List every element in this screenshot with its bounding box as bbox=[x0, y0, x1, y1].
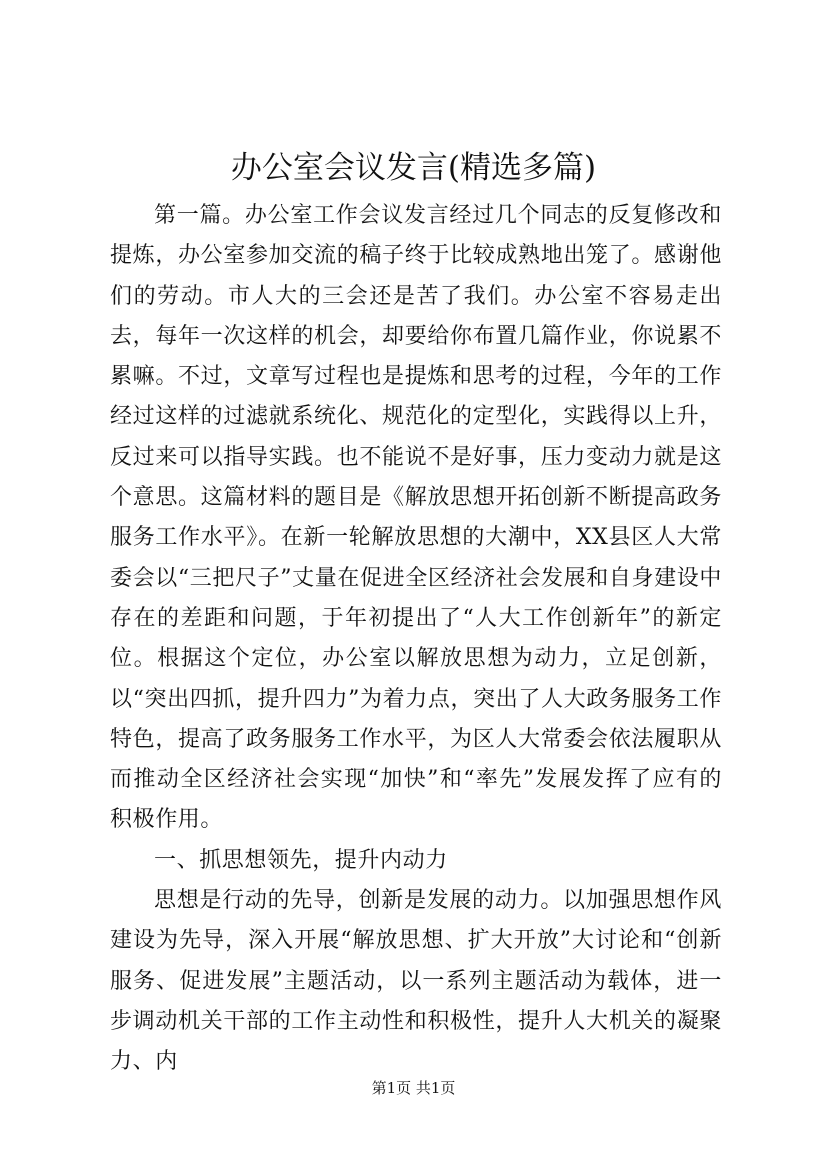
document-body bbox=[110, 196, 722, 1083]
paragraph-intro: 第一篇。办公室工作会议发言经过几个同志的反复修改和提炼，办公室参加交流的稿子终于比较成熟地出笼了。感谢他们的劳动。市人大的三会还是苦了我们。办公室不容易走出去，每年一次这样的机会，却要给你布置几篇作业，你说累不累嘛。不过，文章写过程也是提炼和思考的过程，今年的工作经过这样的过滤就系统化、规范化的定型化，实践得以上升，反过来可以指导实践。也不能说不是好事，压力变动力就是这个意思。这篇材料的题目是《解放思想开拓创新不断提高政务服务工作水平》。在新一轮解放思想的大潮中，XX县区人大常委会以“三把尺子”丈量在促进全区经济社会发展和自身建设中存在的差距和问题，于年初提出了“人大工作创新年”的新定位。根据这个定位，办公室以解放思想为动力，立足创新，以“突出四抓，提升四力”为着力点，突出了人大政务服务工作特色，提高了政务服务工作水平，为区人大常委会依法履职从而推动全区经济社会实现“加快”和“率先”发展发挥了应有的积极作用。 bbox=[110, 203, 722, 833]
section-heading-1: 一、抓思想领先，提升内动力 bbox=[154, 847, 448, 873]
page-footer: 第1页 共1页 bbox=[371, 1079, 456, 1097]
paragraph-section-1: 思想是行动的先导，创新是发展的动力。以加强思想作风建设为先导，深入开展“解放思想、扩大开放”大讨论和“创新服务、促进发展”主题活动，以一系列主题活动为载体，进一步调动机关干部的工作主动性和积极性，提升人大机关的凝聚力、内 bbox=[110, 888, 722, 1075]
document-title: 办公室会议发言(精选多篇) bbox=[230, 150, 597, 186]
